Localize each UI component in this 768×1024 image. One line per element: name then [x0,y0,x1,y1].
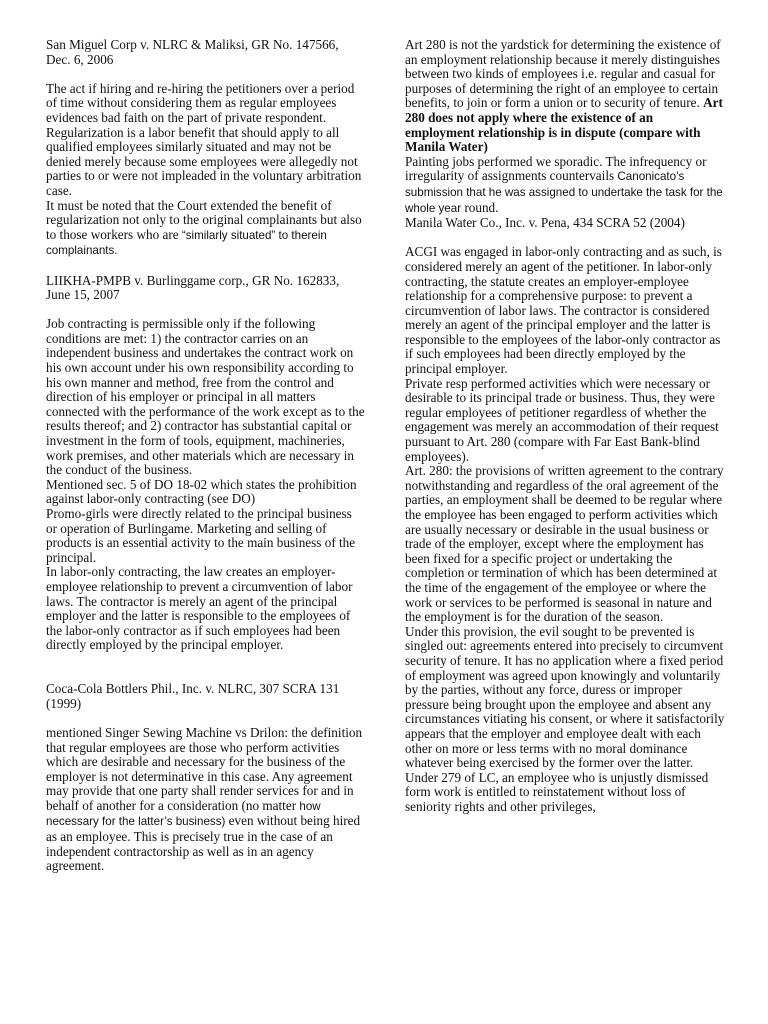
case-title: Coca-Cola Bottlers Phil., Inc. v. NLRC, 307 SCRA 131 (1999) [46,681,340,711]
paragraph [405,38,725,155]
left-column [46,38,366,874]
text-run: Canonicato’s submission that he was assigned to undertake the task for the whole year [405,170,723,215]
text-run: even without being hired as an employee. This is precisely true in the case of an independent contractorship as well as in an agency agreement. [46,813,361,874]
paragraph: Regularization is a labor benefit that should apply to all qualified employees similarly situated and may not be denied merely because some employees were allegedly not parties to or were not impleaded in the voluntary arbitration case. [46,124,362,198]
text-run: Painting jobs performed we sporadic. The infrequency or irregularity of assignments countervails [405,153,707,184]
text-run: mentioned Singer Sewing Machine vs Drilon: the definition that regular employees are those who perform activities which are desirable and necessary for the business of the employer is not determinative in this case. Any agreement may provide that one party shall render services for and in behalf of another for a consideration (no matter [46,724,363,813]
paragraph: Private resp performed activities which were necessary or desirable to its principal trade or business. Thus, they were regular employees of petitioner regardless of whether the engagement was merely an accommodation of their request pursuant to Art. 280 (compare with Far East Bank-blind employees). [405,375,719,464]
case-title: LIIKHA-PMPB v. Burlinggame corp., GR No. 162833, June 15, 2007 [46,272,340,303]
paragraph: Under this provision, the evil sought to be prevented is singled out: agreements entered into precisely to circumvent security of tenure. It has no application where a fixed period of employment was agreed upon knowingly and voluntarily by the parties, without any force, duress or improper pressure being brought upon the employee and absent any circumstances vitiating his consent, or where it satisfactorily appears that the employer and employee dealt with each other on more or less terms with no moral dominance whatever being exercised by the former over the latter. [405,623,725,771]
text-run: how necessary for the latter’s business) [46,799,321,829]
paragraph: Art. 280: the provisions of written agreement to the contrary notwithstanding and regardless of the oral agreement of the parties, an employment shall be deemed to be regular where the employee has been engaged to perform activities which are usually necessary or desirable in the usual business or trade of the employer, except where the employment has been fixed for a specific project or undertaking the completion or termination of which has been determined at the time of the engagement of the employee or where the work or services to be performed is seasonal in nature and the employment is for the duration of the season. [405,463,724,625]
paragraph: In labor-only contracting, the law creates an employer-employee relationship to prevent a circumvention of labor laws. The contractor is merely an agent of the principal employer and the latter is responsible to the employees of the labor-only contractor as if such employees had been directly employed by the principal employer. [46,564,353,653]
paragraph [46,726,366,874]
text-run: “similarly situated” to therein complainants. [46,228,327,258]
bold-text-run: Art 280 does not apply where the existence of an employment relationship is in dispute (compare with Manila Water) [405,95,723,155]
case-title: San Miguel Corp v. NLRC & Maliksi, GR No. 147566, Dec. 6, 2006 [46,37,339,67]
paragraph [46,199,366,259]
text-run: round. [461,199,499,215]
case-title: Manila Water Co., Inc. v. Pena, 434 SCRA 52 (2004) [405,215,685,231]
paragraph [405,155,725,216]
text-run: Art 280 is not the yardstick for determining the existence of an employment relationship because it merely distinguishes between two kinds of employees i.e. regular and casual for purposes of determining the right of an employee to certain benefits, to join or form a union or to security of tenure. [405,37,721,111]
paragraph: Mentioned sec. 5 of DO 18-02 which states the prohibition against labor-only contracting (see DO) [46,476,357,507]
paragraph: Job contracting is permissible only if the following conditions are met: 1) the contractor carries on an independent business and undertakes the contract work on his own account under his own responsibility according to his own manner and method, free from the control and direction of his employer or principal in all matters connected with the performance of the work except as to the results thereof; and 2) contractor has substantial capital or investment in the form of tools, equipment, machineries, work premises, and other materials which are necessary in the conduct of the business. [46,316,365,478]
paragraph: Promo-girls were directly related to the principal business or operation of Burlingame. Marketing and selling of products is an essential activity to the main business of the principal. [46,506,356,565]
paragraph: ACGI was engaged in labor-only contracting and as such, is considered merely an agent of the petitioner. In labor-only contracting, the statute creates an employer-employee relationship for a comprehensive purpose: to prevent a circumvention of labor laws. The contractor is considered merely an agent of the principal employer and the latter is responsible to the employees of the labor-only contractor as if such employees had been directly employed by the principal employer. [405,244,722,377]
right-column [405,38,725,814]
text-run: It must be noted that the Court extended the benefit of regularization not only to the original complainants but also to those workers who are [46,197,362,242]
paragraph: The act if hiring and re-hiring the petitioners over a period of time without considering them as regular employees evidences bad faith on the part of private respondent. [46,80,355,125]
paragraph: Under 279 of LC, an employee who is unjustly dismissed form work is entitled to reinstatement without loss of seniority rights and other privileges, [405,769,709,814]
